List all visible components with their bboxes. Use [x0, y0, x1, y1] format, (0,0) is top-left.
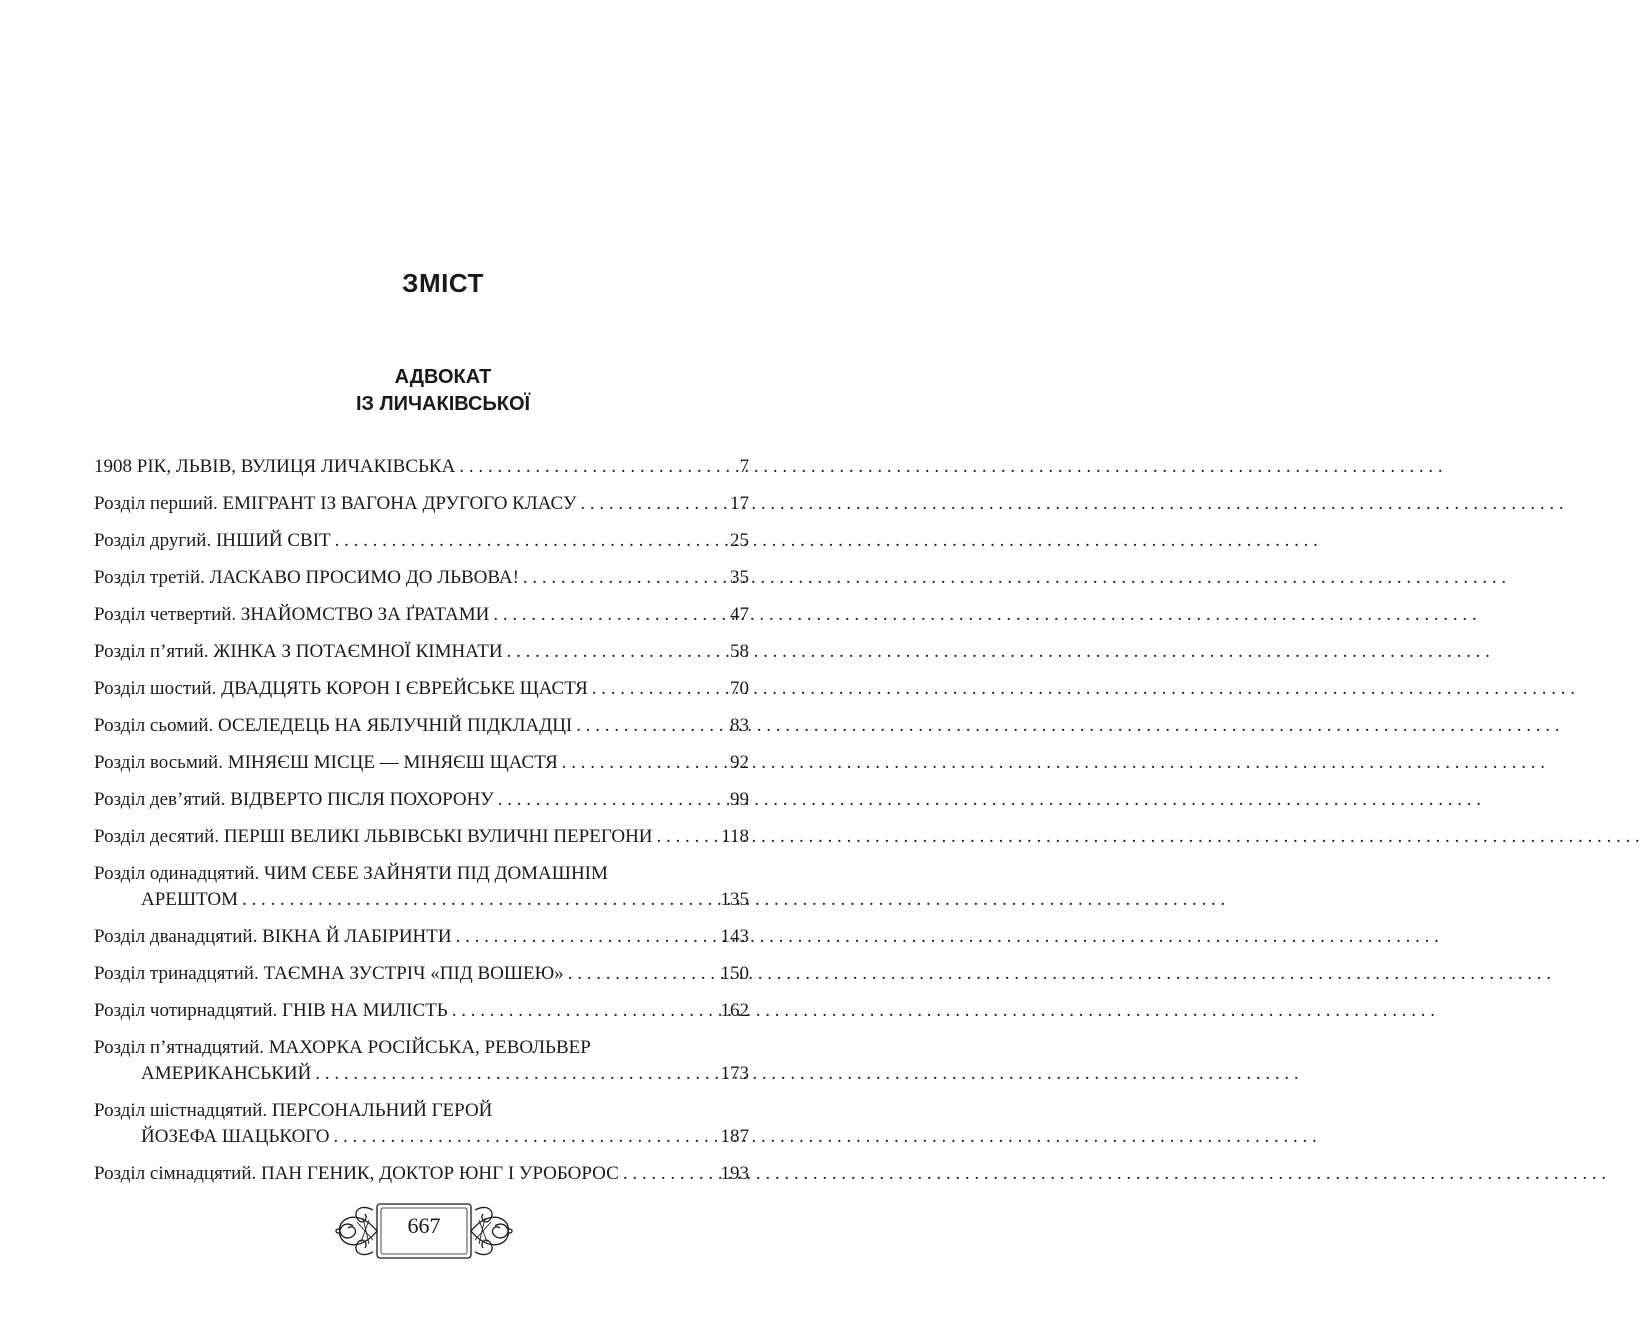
toc-entry[interactable] — [94, 452, 749, 489]
toc-entry[interactable] — [94, 996, 749, 1033]
toc-entry-title: Розділ перший. ЕМІГРАНТ ІЗ ВАГОНА ДРУГОГО КЛАСУ — [94, 493, 577, 514]
toc-entry[interactable] — [94, 563, 749, 600]
toc-entry-title: Розділ сьомий. ОСЕЛЕДЕЦЬ НА ЯБЛУЧНІЙ ПІДКЛАДЦІ — [94, 715, 573, 736]
dot-leader — [657, 822, 718, 852]
toc-entry-page: 35 — [730, 567, 749, 588]
toc-entry-page: 47 — [730, 604, 749, 625]
toc-entry[interactable] — [94, 748, 749, 785]
dot-leader — [507, 637, 726, 667]
toc-entry-title: Розділ десятий. ПЕРШІ ВЕЛИКІ ЛЬВІВСЬКІ ВУЛИЧНІ ПЕРЕГОНИ — [94, 826, 653, 847]
toc-entry-title: Розділ чотирнадцятий. ГНІВ НА МИЛІСТЬ — [94, 1000, 448, 1021]
toc-entry-page: 70 — [730, 678, 749, 699]
toc-entry[interactable] — [94, 637, 749, 674]
page-title: ЗМІСТ — [402, 268, 484, 298]
dot-leader — [452, 996, 717, 1026]
toc-entry-title: Розділ шістнадцятий. ПЕРСОНАЛЬНИЙ ГЕРОЙ — [94, 1100, 493, 1121]
toc-entry-page: 17 — [730, 493, 749, 514]
dot-leader — [493, 600, 726, 630]
dot-leader — [242, 885, 716, 915]
dot-leader — [498, 785, 726, 815]
dot-leader — [568, 959, 717, 989]
page-number: 667 — [407, 1213, 441, 1238]
toc-entry-page: 135 — [720, 889, 749, 910]
toc-entry-page: 7 — [739, 456, 749, 477]
toc-entry[interactable] — [94, 711, 749, 748]
toc-entry-page: 99 — [730, 789, 749, 810]
toc-entry-title: ЙОЗЕФА ШАЦЬКОГО — [141, 1126, 330, 1147]
toc-entry-title: Розділ дванадцятий. ВІКНА Й ЛАБІРИНТИ — [94, 926, 452, 947]
toc-entry-page: 193 — [720, 1163, 749, 1184]
toc-entry[interactable] — [94, 1096, 749, 1159]
toc-entry-title: Розділ п’ятнадцятий. МАХОРКА РОСІЙСЬКА, РЕВОЛЬВЕР — [94, 1037, 591, 1058]
toc-entry-page: 92 — [730, 752, 749, 773]
toc-entry-page: 25 — [730, 530, 749, 551]
toc-entry-page: 162 — [720, 1000, 749, 1021]
toc-entry-page: 118 — [721, 826, 749, 847]
toc-entry[interactable] — [94, 489, 749, 526]
toc-entry[interactable] — [94, 822, 749, 859]
part-title-line-1: АДВОКАТ — [394, 366, 492, 388]
toc-entry-title: Розділ сімнадцятий. ПАН ГЕНИК, ДОКТОР ЮНГ І УРОБОРОС — [94, 1163, 619, 1184]
toc-entry[interactable] — [94, 674, 749, 711]
dot-leader — [623, 1159, 717, 1189]
toc-entry-title: АМЕРИКАНСЬКИЙ — [141, 1063, 312, 1084]
toc-entry[interactable] — [94, 959, 749, 996]
dot-leader — [335, 526, 726, 556]
toc-entry-title: Розділ четвертий. ЗНАЙОМСТВО ЗА ҐРАТАМИ — [94, 604, 490, 625]
dot-leader — [562, 748, 726, 778]
toc-entry-title: Розділ дев’ятий. ВІДВЕРТО ПІСЛЯ ПОХОРОНУ — [94, 789, 494, 810]
page-number-frame — [333, 1196, 515, 1266]
toc-entry[interactable] — [94, 1033, 749, 1096]
toc-entry-title: Розділ восьмий. МІНЯЄШ МІСЦЕ — МІНЯЄШ ЩАСТЯ — [94, 752, 558, 773]
dot-leader — [523, 563, 726, 593]
dot-leader — [315, 1059, 716, 1089]
toc-entry-title: 1908 РІК, ЛЬВІВ, ВУЛИЦЯ ЛИЧАКІВСЬКА — [94, 456, 456, 477]
toc-entry-page: 58 — [730, 641, 749, 662]
toc-entry-title: Розділ другий. ІНШИЙ СВІТ — [94, 530, 331, 551]
toc-entry[interactable] — [94, 785, 749, 822]
toc-entry[interactable] — [94, 526, 749, 563]
table-of-contents — [94, 452, 749, 1196]
toc-entry-page: 83 — [730, 715, 749, 736]
toc-entry[interactable] — [94, 922, 749, 959]
dot-leader — [576, 711, 726, 741]
part-title — [0, 364, 886, 418]
part-title-line-2: ІЗ ЛИЧАКІВСЬКОЇ — [355, 393, 531, 415]
toc-entry-page: 143 — [720, 926, 749, 947]
toc-entry-page: 187 — [720, 1126, 749, 1147]
toc-entry-title: Розділ п’ятий. ЖІНКА З ПОТАЄМНОЇ КІМНАТИ — [94, 641, 503, 662]
dot-leader — [459, 452, 735, 482]
toc-entry[interactable] — [94, 1159, 749, 1196]
toc-entry-title: Розділ тринадцятий. ТАЄМНА ЗУСТРІЧ «ПІД ВОШЕЮ» — [94, 963, 564, 984]
toc-entry-title: Розділ одинадцятий. ЧИМ СЕБЕ ЗАЙНЯТИ ПІД ДОМАШНІМ — [94, 863, 608, 884]
toc-entry[interactable] — [94, 600, 749, 637]
toc-entry-title: Розділ шостий. ДВАДЦЯТЬ КОРОН І ЄВРЕЙСЬКЕ ЩАСТЯ — [94, 678, 588, 699]
toc-entry-page: 173 — [720, 1063, 749, 1084]
toc-entry[interactable] — [94, 859, 749, 922]
dot-leader — [456, 922, 717, 952]
toc-entry-title: Розділ третій. ЛАСКАВО ПРОСИМО ДО ЛЬВОВА! — [94, 567, 519, 588]
dot-leader — [334, 1122, 717, 1152]
dot-leader — [592, 674, 726, 704]
toc-entry-page: 150 — [720, 963, 749, 984]
toc-entry-title: АРЕШТОМ — [141, 889, 239, 910]
dot-leader — [580, 489, 726, 519]
